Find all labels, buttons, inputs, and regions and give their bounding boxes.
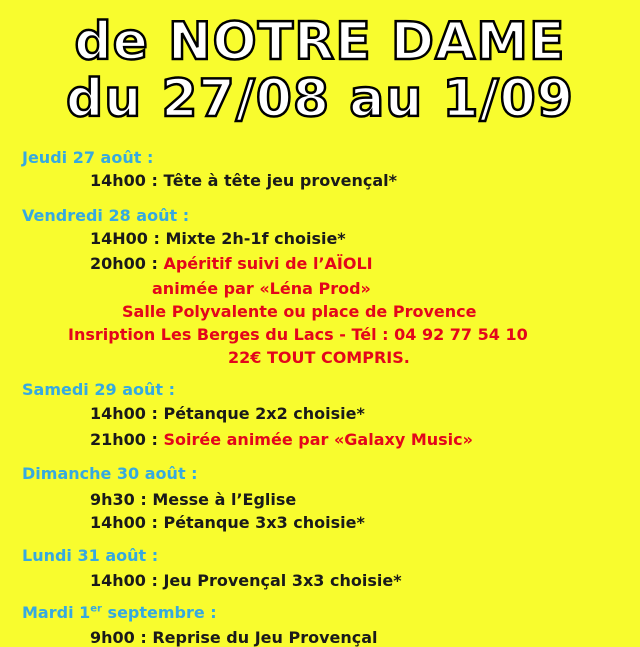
event-text: Pétanque 2x2 choisie* bbox=[163, 404, 365, 423]
event-time: 14h00 : bbox=[90, 404, 158, 423]
event-sunday-2 bbox=[90, 513, 365, 532]
event-saturday-1 bbox=[90, 404, 365, 423]
event-text: Pétanque 3x3 choisie* bbox=[163, 513, 365, 532]
event-detail-animation: animée par «Léna Prod» bbox=[152, 279, 371, 298]
event-saturday-2 bbox=[90, 430, 473, 449]
event-tuesday-1 bbox=[90, 628, 378, 647]
day-label-sunday: Dimanche 30 août : bbox=[22, 464, 198, 483]
poster-title-line-2: du 27/08 au 1/09 bbox=[66, 69, 574, 129]
event-friday-2 bbox=[90, 254, 373, 273]
event-text: Reprise du Jeu Provençal bbox=[152, 628, 378, 647]
event-detail-registration: Insription Les Berges du Lacs - Tél : 04 92 77 54 10 bbox=[68, 325, 528, 344]
event-text: Soirée animée par «Galaxy Music» bbox=[163, 430, 473, 449]
event-text: Messe à l’Eglise bbox=[152, 490, 297, 509]
event-time: 14h00 : bbox=[90, 171, 158, 190]
event-time: 21h00 : bbox=[90, 430, 158, 449]
event-text: Tête à tête jeu provençal* bbox=[163, 171, 398, 190]
event-text: Apéritif suivi de l’AÏOLI bbox=[163, 254, 373, 273]
event-thursday-1 bbox=[90, 171, 397, 190]
event-monday-1 bbox=[90, 571, 402, 590]
event-sunday-1 bbox=[90, 490, 296, 509]
event-detail-price: 22€ TOUT COMPRIS. bbox=[228, 348, 410, 367]
day-label-tuesday bbox=[22, 603, 217, 622]
event-time: 9h30 : bbox=[90, 490, 147, 509]
day-label-suffix: septembre : bbox=[101, 603, 217, 622]
day-label-friday: Vendredi 28 août : bbox=[22, 206, 190, 225]
day-label-monday: Lundi 31 août : bbox=[22, 546, 159, 565]
event-time: 14h00 : bbox=[90, 571, 158, 590]
event-text: Jeu Provençal 3x3 choisie* bbox=[163, 571, 402, 590]
event-time: 14h00 : bbox=[90, 513, 158, 532]
event-friday-1 bbox=[90, 229, 346, 248]
event-time: 9h00 : bbox=[90, 628, 147, 647]
day-label-thursday: Jeudi 27 août : bbox=[22, 148, 154, 167]
day-label-ordinal: er bbox=[90, 603, 102, 615]
day-label-prefix: Mardi 1 bbox=[22, 603, 91, 622]
event-time: 14H00 : bbox=[90, 229, 160, 248]
event-text: Mixte 2h-1f choisie* bbox=[165, 229, 346, 248]
day-label-saturday: Samedi 29 août : bbox=[22, 380, 175, 399]
event-time: 20h00 : bbox=[90, 254, 158, 273]
event-detail-venue: Salle Polyvalente ou place de Provence bbox=[122, 302, 477, 321]
poster-title-line-1: de NOTRE DAME bbox=[74, 12, 566, 72]
